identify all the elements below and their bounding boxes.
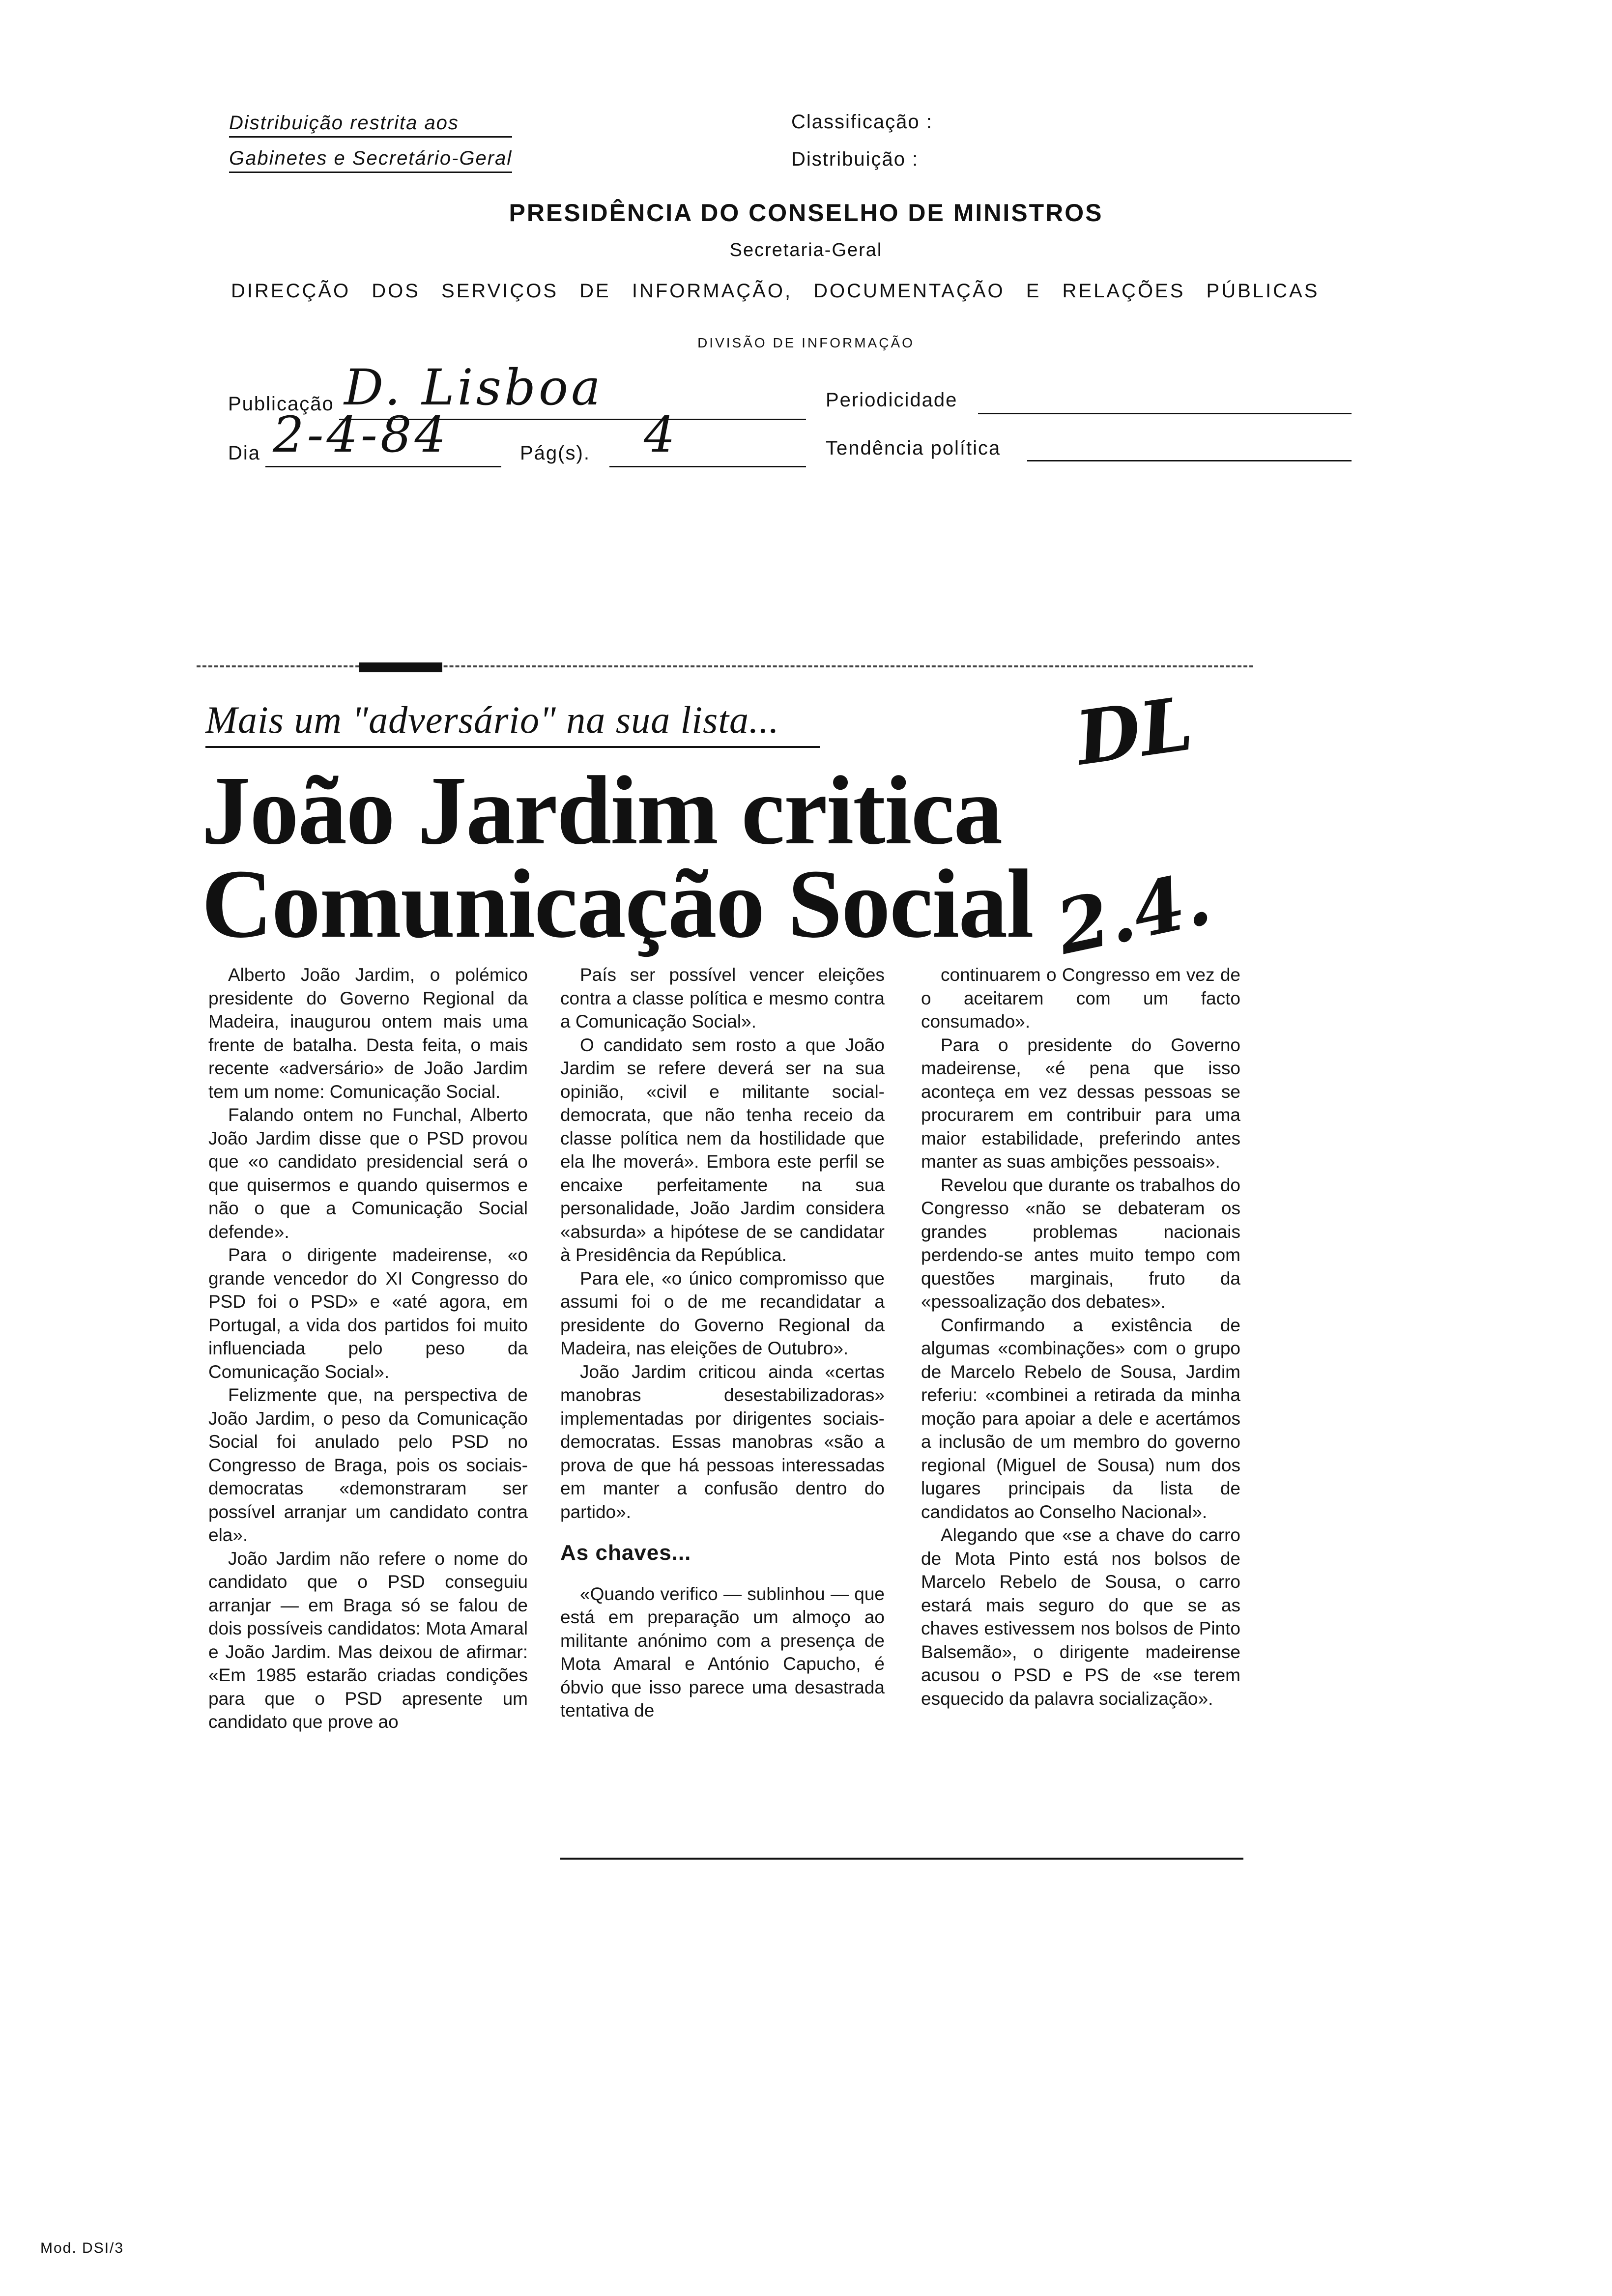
pags-line: [609, 466, 806, 467]
institution-title: PRESIDÊNCIA DO CONSELHO DE MINISTROS: [509, 199, 1103, 227]
article-headline-line-1: João Jardim critica: [202, 756, 1002, 865]
article-column-3: [921, 963, 1240, 1710]
restricted-distribution-note: [229, 112, 512, 173]
kicker-underline: [205, 746, 820, 748]
article-paragraph: continuarem o Congresso em vez de o aceitarem com um facto consumado».: [921, 965, 1240, 1032]
publicacao-handwritten-value: D. Lisboa: [344, 359, 604, 416]
article-paragraph: João Jardim não refere o nome do candidato que o PSD conseguiu arranjar — em Braga só se falou de dois possíveis candidatos: Mota Amaral e João Jardim. Mas deixou de afirmar: «Em 1985 estarão criadas condições para que o PSD apresente um candidato que prove ao: [208, 1548, 528, 1732]
restricted-line-1: Distribuição restrita aos: [229, 112, 512, 138]
article-paragraph: O candidato sem rosto a que João Jardim se refere deverá ser na sua opinião, «civil e militante social-democrata, que não tenha receio da classe política nem da hostilidade que ela lhe moverá». Embora este perfil se encaixe perfeitamente na sua personalidade, João Jardim considera «absurda» a hipótese de se candidatar à Presidência da República.: [560, 1034, 885, 1265]
article-paragraph: Para ele, «o único compromisso que assumi foi o de me recandidatar a presidente do Governo Regional da Madeira, nas eleições de Outubro».: [560, 1268, 885, 1358]
form-model-number: Mod. DSI/3: [40, 2240, 124, 2256]
periodicidade-line: [978, 413, 1352, 414]
clipping-top-edge: [197, 665, 1253, 667]
pags-handwritten-value: 4: [644, 406, 678, 463]
article-paragraph: Felizmente que, na perspectiva de João Jardim, o peso da Comunicação Social foi anulado pelo PSD no Congresso de Braga, pois os sociais-democratas «demonstraram ser possível arranjar um candidato contra ela».: [208, 1385, 528, 1545]
article-paragraph: Alegando que «se a chave do carro de Mota Pinto está nos bolsos de Marcelo Rebelo de Sousa, o carro estará mais seguro do que se as chaves estivessem nos bolsos de Pinto Balsemão», o dirigente madeirense acusou o PSD e PS de «se terem esquecido da palavra socialização».: [921, 1525, 1240, 1709]
publicacao-label: Publicação: [228, 393, 334, 415]
article-paragraph: Alberto João Jardim, o polémico presidente do Governo Regional da Madeira, inaugurou ontem mais uma frente de batalha. Desta feita, o mais recente «adversário» de João Jardim tem um nome: Comunicação Social.: [208, 965, 528, 1102]
article-paragraph: «Quando verifico — sublinhou — que está em preparação um almoço ao militante anónimo com a presença de Mota Amaral e António Capucho, é óbvio que isso parece uma desastrada tentativa de: [560, 1583, 885, 1721]
direccao-servicos: DIRECÇÃO DOS SERVIÇOS DE INFORMAÇÃO, DOCUMENTAÇÃO E RELAÇÕES PÚBLICAS: [231, 280, 1320, 302]
dia-handwritten-value: 2-4-84: [273, 406, 449, 463]
article-bottom-rule: [560, 1858, 1243, 1860]
distribuicao-label: Distribuição :: [791, 148, 919, 170]
article-paragraph: Para o dirigente madeirense, «o grande vencedor do XI Congresso do PSD foi o PSD» e «até agora, em Portugal, a vida dos partidos foi muito influenciada pelo peso da Comunicação Social».: [208, 1245, 528, 1382]
clipping-mark: [359, 662, 442, 672]
article-paragraph: Confirmando a existência de algumas «combinações» com o grupo de Marcelo Rebelo de Sousa, Jardim referiu: «combinei a retirada da minha moção para apoiar a dele e acertámos a inclusão de um membro do governo regional (Miguel de Sousa) num dos lugares principais da lista de candidatos ao Conselho Nacional».: [921, 1315, 1240, 1522]
periodicidade-label: Periodicidade: [826, 389, 958, 411]
tendencia-label: Tendência política: [826, 437, 1001, 459]
article-column-2: [560, 963, 885, 1722]
classificacao-label: Classificação :: [791, 111, 933, 133]
article-subheading: As chaves...: [560, 1541, 691, 1565]
dia-label: Dia: [228, 442, 261, 464]
handwritten-margin-note-1: DL: [1070, 680, 1198, 782]
secretaria-geral: Secretaria-Geral: [729, 240, 883, 260]
article-headline-line-2: Comunicação Social: [202, 850, 1033, 958]
article-paragraph: País ser possível vencer eleições contra a classe política e mesmo contra a Comunicação Social».: [560, 965, 885, 1032]
article-paragraph: Para o presidente do Governo madeirense, «é pena que isso aconteça em vez dessas pessoas se procurarem em contribuir para uma maior estabilidade, preferindo antes manter as suas ambições pessoais».: [921, 1034, 1240, 1172]
article-kicker: Mais um "adversário" na sua lista...: [205, 698, 779, 741]
divisao-informacao: DIVISÃO DE INFORMAÇÃO: [697, 335, 915, 350]
article-paragraph: João Jardim criticou ainda «certas manobras desestabilizadoras» implementadas por dirigentes sociais-democratas. Essas manobras «são a prova de que há pessoas interessadas em manter a confusão dentro do partido».: [560, 1361, 885, 1522]
dia-line: [265, 466, 501, 467]
handwritten-margin-note-2: 2.4.: [1049, 855, 1218, 972]
tendencia-line: [1027, 460, 1352, 461]
article-paragraph: Falando ontem no Funchal, Alberto João Jardim disse que o PSD provou que «o candidato presidencial será o que quisermos e quando quisermos e não o que a Comunicação Social defende».: [208, 1105, 528, 1242]
article-column-1: [208, 963, 528, 1734]
pags-label: Pág(s).: [520, 442, 590, 464]
article-paragraph: Revelou que durante os trabalhos do Congresso «não se debateram os grandes problemas nacionais perdendo-se antes muito tempo com questões marginais, fruto da «pessoalização dos debates».: [921, 1175, 1240, 1312]
restricted-line-2: Gabinetes e Secretário-Geral: [229, 147, 512, 173]
